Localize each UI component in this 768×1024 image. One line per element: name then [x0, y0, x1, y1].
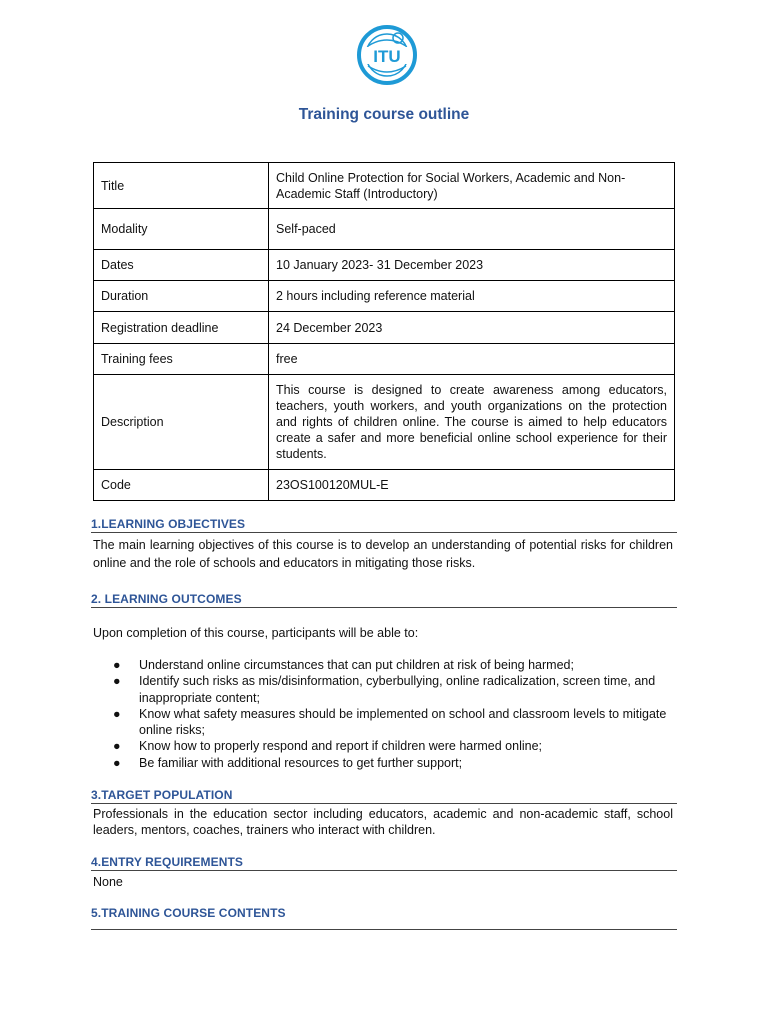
bullet-icon: ●	[113, 706, 121, 721]
table-row	[94, 470, 675, 501]
list-item	[113, 706, 673, 739]
row-value: Child Online Protection for Social Workers, Academic and Non-Academic Staff (Introductory)	[269, 163, 675, 209]
table-row	[94, 209, 675, 250]
section-heading-requirements: 4.ENTRY REQUIREMENTS	[91, 855, 677, 871]
bullet-icon: ●	[113, 674, 121, 689]
row-value: 2 hours including reference material	[269, 281, 675, 312]
table-row	[94, 281, 675, 312]
row-key: Description	[94, 375, 269, 470]
itu-logo	[356, 24, 418, 86]
row-key: Duration	[94, 281, 269, 312]
bullet-icon: ●	[113, 739, 121, 754]
section-heading-contents: 5.TRAINING COURSE CONTENTS	[91, 906, 677, 930]
row-key: Code	[94, 470, 269, 501]
list-item-text: Know how to properly respond and report if children were harmed online;	[139, 739, 543, 754]
row-value: This course is designed to create awareness among educators, teachers, youth workers, and youth organizations on the protection and rights of children online. The course is aimed to help educators create a safer and more beneficial online school experience for their students.	[269, 375, 675, 470]
row-value: 23OS100120MUL-E	[269, 470, 675, 501]
outcomes-intro: Upon completion of this course, participants will be able to:	[93, 626, 419, 640]
list-item	[113, 755, 673, 771]
outcomes-list	[113, 657, 673, 771]
section-heading-objectives: 1.LEARNING OBJECTIVES	[91, 517, 677, 533]
table-row	[94, 375, 675, 470]
row-value: 10 January 2023- 31 December 2023	[269, 250, 675, 281]
course-info-table	[93, 162, 675, 501]
row-value: 24 December 2023	[269, 312, 675, 344]
row-key: Registration deadline	[94, 312, 269, 344]
list-item	[113, 738, 673, 754]
logo-text: ITU	[373, 47, 401, 66]
bullet-icon: ●	[113, 755, 121, 770]
list-item-text: Identify such risks as mis/disinformation, cyberbullying, online radicalization, screen time, and inappropriate content;	[139, 674, 656, 705]
row-key: Dates	[94, 250, 269, 281]
row-key: Modality	[94, 209, 269, 250]
requirements-text: None	[93, 875, 123, 889]
list-item-text: Be familiar with additional resources to get further support;	[139, 755, 463, 770]
section-heading-outcomes: 2. LEARNING OUTCOMES	[91, 592, 677, 608]
row-value: Self-paced	[269, 209, 675, 250]
list-item	[113, 673, 673, 706]
list-item-text: Know what safety measures should be implemented on school and classroom levels to mitigate online risks;	[139, 706, 667, 738]
row-key: Title	[94, 163, 269, 209]
table-row	[94, 163, 675, 209]
objectives-text: The main learning objectives of this course is to develop an understanding of potential risks for children online and the role of schools and educators in mitigating those risks.	[93, 538, 673, 570]
population-text: Professionals in the education sector including educators, academic and non-academic staff, school leaders, mentors, coaches, trainers who interact with children.	[93, 807, 673, 837]
row-value: free	[269, 344, 675, 375]
row-key: Training fees	[94, 344, 269, 375]
table-row	[94, 344, 675, 375]
list-item	[113, 657, 673, 673]
document-title: Training course outline	[298, 106, 470, 123]
table-row	[94, 312, 675, 344]
table-row	[94, 250, 675, 281]
itu-logo-icon	[356, 24, 418, 86]
list-item-text: Understand online circumstances that can put children at risk of being harmed;	[139, 658, 574, 672]
section-heading-population: 3.TARGET POPULATION	[91, 788, 677, 804]
bullet-icon: ●	[113, 658, 121, 672]
